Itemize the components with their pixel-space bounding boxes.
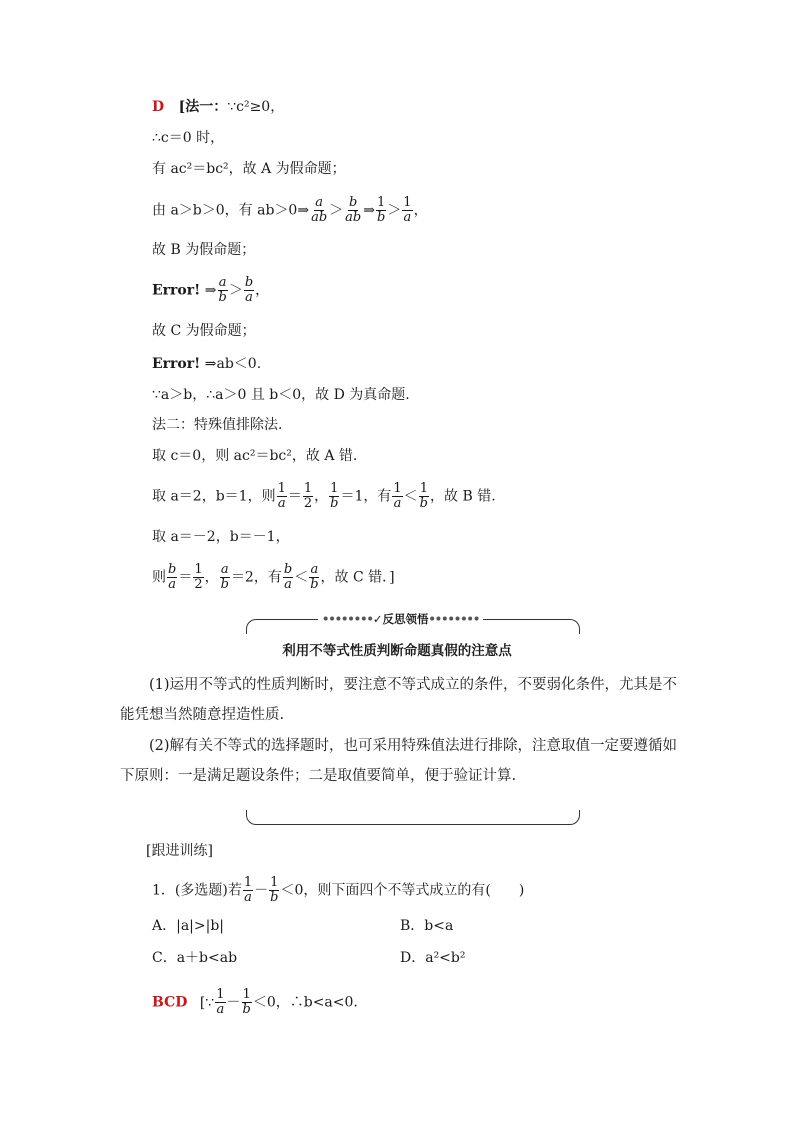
- solution-text: ∴c＝0 时，: [152, 130, 225, 146]
- fraction: $\frac{a}{b}$: [220, 562, 229, 592]
- practice-answer-text: ＜0，∴b<a<0.: [252, 994, 358, 1011]
- solution-line-3: [152, 160, 346, 178]
- solution-text: 有 ac²＝bc²，故 A 为假命题；: [152, 161, 346, 177]
- solution-line-8: [152, 355, 261, 373]
- option-c: C．a＋b<ab: [152, 950, 238, 966]
- fraction: $\frac{1}{2}$: [194, 562, 203, 592]
- fraction: $\frac{1}{a}$: [393, 481, 402, 511]
- solution-text: 故 C 为假命题；: [152, 323, 256, 339]
- solution-line-14: 则 $\frac{b}{a}$ ＝ $\frac{1}{2}$ ， $\frac{a}{b}$ ＝2，有 $\frac{b}{a}$ ＜ $\frac{a}{b}$ ，故 C 错．]: [152, 562, 395, 592]
- reflection-tag: ••••••••✓反思领悟••••••••: [318, 611, 483, 627]
- option-d: D．a²<b²: [400, 950, 466, 966]
- option-a: A．|a|>|b|: [152, 918, 225, 934]
- fraction: $\frac{a}{b}$: [218, 275, 227, 305]
- fraction: $\frac{a}{ab}$: [311, 195, 328, 225]
- solution-line-2: [152, 129, 224, 147]
- fraction: $\frac{b}{a}$: [168, 562, 177, 592]
- solution-line-9: [152, 386, 410, 404]
- solution-text: 取 a＝2，b＝1，则: [152, 488, 276, 505]
- solution-line-4: 由 a＞b＞0，有 ab＞0⇒ $\frac{a}{ab}$ ＞ $\frac{b}{ab}$ ⇒ $\frac{1}{b}$ ＞ $\frac{1}{a}$ ，: [152, 195, 428, 225]
- solution-text: ∵c²≥0，: [227, 99, 285, 115]
- solution-line-10: [152, 416, 282, 434]
- reflection-tag-label: 反思领悟: [382, 612, 429, 626]
- fraction: $\frac{1}{b}$: [419, 481, 428, 511]
- solution-line-11: [152, 447, 357, 465]
- option-b: B．b<a: [400, 918, 454, 934]
- solution-text: ，故 C 错．]: [320, 569, 395, 586]
- fraction: $\frac{1}{b}$: [242, 987, 251, 1017]
- solution-line-1: [152, 98, 284, 116]
- fraction: $\frac{1}{b}$: [376, 195, 386, 225]
- reflection-paragraph-2: (2)解有关不等式的选择题时，也可采用特殊值法进行排除，注意取值一定要遵循如下原则：一是满足题设条件；二是取值要简单，便于验证计算.: [120, 738, 678, 784]
- reflection-paragraph-1: (1)运用不等式的性质判断时，要注意不等式成立的条件，不要弱化条件，尤其是不能凭想当然随意捏造性质.: [120, 677, 678, 723]
- solution-text: 由 a＞b＞0，有 ab＞0⇒: [152, 202, 310, 219]
- practice-header: [跟进训练]: [146, 843, 213, 859]
- practice-answer-label: BCD: [152, 994, 188, 1011]
- fraction: $\frac{1}{b}$: [270, 875, 279, 905]
- solution-text: ∵a＞b，∴a＞0 且 b＜0，故 D 为真命题.: [152, 387, 410, 403]
- practice-answer: BCD [∵ $\frac{1}{a}$ － $\frac{1}{b}$ ＜0，∴b<a<0.: [152, 987, 358, 1017]
- solution-text: 取 c＝0，则 ac²＝bc²，故 A 错.: [152, 448, 358, 464]
- solution-text: ，故 B 错.: [430, 488, 496, 505]
- reflection-title: 利用不等式性质判断命题真假的注意点: [282, 643, 512, 659]
- method1-label: [法一：: [178, 99, 228, 115]
- fraction: $\frac{1}{a}$: [277, 481, 286, 511]
- question-text: ＜0，则下面四个不等式成立的有( ): [280, 882, 525, 899]
- question-1: 1．(多选题)若 $\frac{1}{a}$ － $\frac{1}{b}$ ＜0，则下面四个不等式成立的有( ): [152, 875, 525, 905]
- solution-text: 则: [152, 569, 166, 586]
- fraction: $\frac{1}{a}$: [403, 195, 412, 225]
- solution-text: 故 B 为假命题；: [152, 242, 256, 258]
- solution-line-5: [152, 241, 255, 259]
- solution-line-6: Error! ⇒ $\frac{a}{b}$ ＞ $\frac{b}{a}$ ，: [152, 275, 270, 305]
- method2-label: 法二：特殊值排除法.: [152, 417, 283, 433]
- solution-text: ⇒ab＜0.: [204, 356, 262, 372]
- solution-line-7: [152, 322, 256, 340]
- reflection-box-bottom: [246, 810, 580, 825]
- solution-line-12: 取 a＝2，b＝1，则 $\frac{1}{a}$ ＝ $\frac{1}{2}$ ， $\frac{1}{b}$ ＝1，有 $\frac{1}{a}$ ＜ $\frac{1}{b}$ ，故 B 错.: [152, 481, 496, 511]
- error-label: Error!: [152, 356, 201, 372]
- solution-line-13: [152, 528, 290, 546]
- question-text: 1．(多选题)若: [152, 882, 242, 899]
- fraction: $\frac{b}{ab}$: [345, 195, 362, 225]
- fraction: $\frac{1}{b}$: [330, 481, 339, 511]
- error-label: Error!: [152, 282, 201, 299]
- solution-text: 取 a＝－2，b＝－1，: [152, 529, 290, 545]
- fraction: $\frac{1}{2}$: [303, 481, 313, 511]
- fraction: $\frac{b}{a}$: [283, 562, 293, 592]
- answer-label: D: [152, 99, 165, 115]
- fraction: $\frac{a}{b}$: [310, 562, 319, 592]
- fraction: $\frac{1}{a}$: [243, 875, 253, 905]
- fraction: $\frac{b}{a}$: [244, 275, 254, 305]
- fraction: $\frac{1}{a}$: [216, 987, 225, 1017]
